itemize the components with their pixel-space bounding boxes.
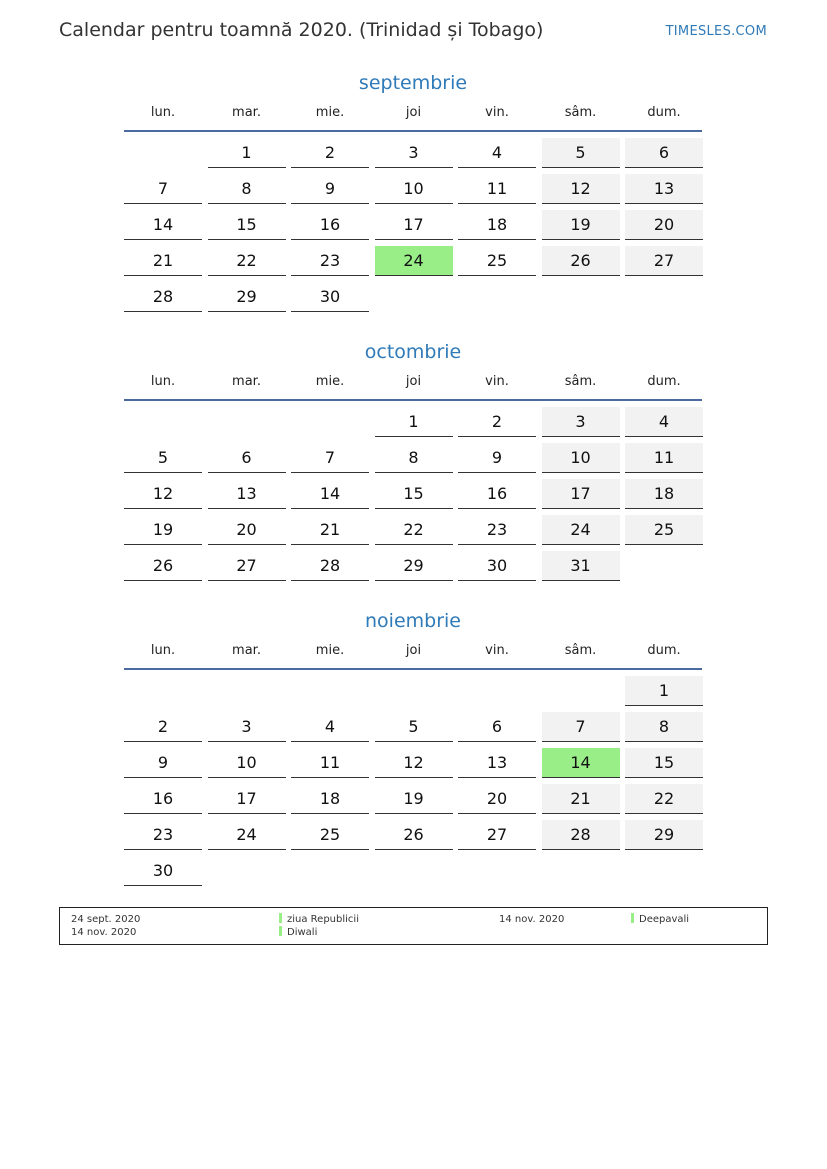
day-cell: 10	[375, 174, 453, 204]
day-cell: 25	[458, 246, 536, 276]
day-cell: 4	[458, 138, 536, 168]
day-cell: 11	[291, 748, 369, 778]
weekday-label: vin.	[485, 374, 509, 389]
legend-holiday-name: Diwali	[287, 927, 318, 938]
day-cell: 12	[375, 748, 453, 778]
day-cell: 3	[208, 712, 286, 742]
weekday-label: lun.	[150, 105, 176, 120]
day-cell: 8	[625, 712, 703, 742]
holiday-color-swatch	[631, 913, 634, 923]
site-brand-link[interactable]: TIMESLES.COM	[665, 24, 767, 39]
day-cell: 20	[625, 210, 703, 240]
day-cell: 28	[542, 820, 620, 850]
weekday-label: mar.	[232, 374, 261, 389]
day-cell: 17	[375, 210, 453, 240]
day-cell: 18	[291, 784, 369, 814]
day-cell: 7	[124, 174, 202, 204]
weekday-header	[124, 103, 702, 132]
day-cell: 21	[124, 246, 202, 276]
day-cell: 25	[291, 820, 369, 850]
month-name: noiembrie	[365, 610, 461, 632]
empty-day-cell	[208, 407, 286, 437]
weekday-label: sâm.	[564, 374, 597, 389]
days-grid	[124, 676, 702, 892]
day-cell: 12	[124, 479, 202, 509]
weekday-label: mar.	[232, 643, 261, 658]
day-cell: 9	[458, 443, 536, 473]
day-cell: 13	[458, 748, 536, 778]
weekday-label: mie.	[315, 105, 345, 120]
day-cell: 14	[291, 479, 369, 509]
day-cell: 27	[458, 820, 536, 850]
day-cell: 26	[124, 551, 202, 581]
day-cell: 29	[375, 551, 453, 581]
weekday-label: vin.	[485, 643, 509, 658]
day-cell: 31	[542, 551, 620, 581]
weekday-header	[124, 641, 702, 670]
days-grid	[124, 407, 702, 587]
day-cell: 5	[375, 712, 453, 742]
day-cell: 10	[542, 443, 620, 473]
holiday-color-swatch	[279, 913, 282, 923]
weekday-header	[124, 372, 702, 401]
holiday-color-swatch	[279, 926, 282, 936]
day-cell: 3	[542, 407, 620, 437]
day-cell: 25	[625, 515, 703, 545]
holiday-day-cell: 24	[375, 246, 453, 276]
day-cell: 3	[375, 138, 453, 168]
empty-day-cell	[458, 676, 536, 706]
day-cell: 13	[625, 174, 703, 204]
day-cell: 1	[625, 676, 703, 706]
legend-date: 14 nov. 2020	[499, 914, 565, 925]
day-cell: 19	[124, 515, 202, 545]
day-cell: 15	[625, 748, 703, 778]
day-cell: 6	[208, 443, 286, 473]
weekday-label: dum.	[647, 374, 681, 389]
day-cell: 5	[124, 443, 202, 473]
day-cell: 9	[291, 174, 369, 204]
day-cell: 28	[291, 551, 369, 581]
day-cell: 2	[124, 712, 202, 742]
legend-holiday-name: Deepavali	[639, 914, 690, 925]
holiday-legend	[59, 907, 768, 945]
weekday-label: joi	[405, 105, 422, 120]
day-cell: 13	[208, 479, 286, 509]
day-cell: 30	[291, 282, 369, 312]
day-cell: 10	[208, 748, 286, 778]
weekday-label: lun.	[150, 643, 176, 658]
days-grid	[124, 138, 702, 318]
month-name: octombrie	[364, 341, 462, 363]
legend-date: 24 sept. 2020	[71, 914, 141, 925]
day-cell: 19	[542, 210, 620, 240]
day-cell: 30	[458, 551, 536, 581]
empty-day-cell	[375, 676, 453, 706]
day-cell: 27	[625, 246, 703, 276]
day-cell: 26	[542, 246, 620, 276]
day-cell: 18	[458, 210, 536, 240]
empty-day-cell	[542, 676, 620, 706]
month-name: septembrie	[358, 72, 468, 94]
day-cell: 14	[124, 210, 202, 240]
day-cell: 24	[542, 515, 620, 545]
day-cell: 16	[124, 784, 202, 814]
empty-day-cell	[124, 407, 202, 437]
day-cell: 18	[625, 479, 703, 509]
day-cell: 16	[458, 479, 536, 509]
day-cell: 29	[208, 282, 286, 312]
day-cell: 7	[542, 712, 620, 742]
day-cell: 19	[375, 784, 453, 814]
empty-day-cell	[291, 407, 369, 437]
day-cell: 7	[291, 443, 369, 473]
weekday-label: sâm.	[564, 643, 597, 658]
month-november	[124, 609, 702, 892]
day-cell: 22	[625, 784, 703, 814]
day-cell: 15	[375, 479, 453, 509]
weekday-label: mie.	[315, 374, 345, 389]
day-cell: 11	[458, 174, 536, 204]
day-cell: 1	[375, 407, 453, 437]
day-cell: 21	[542, 784, 620, 814]
day-cell: 21	[291, 515, 369, 545]
day-cell: 4	[291, 712, 369, 742]
day-cell: 30	[124, 856, 202, 886]
day-cell: 24	[208, 820, 286, 850]
empty-day-cell	[291, 676, 369, 706]
empty-day-cell	[208, 676, 286, 706]
month-october	[124, 340, 702, 587]
day-cell: 12	[542, 174, 620, 204]
day-cell: 6	[625, 138, 703, 168]
day-cell: 20	[458, 784, 536, 814]
day-cell: 6	[458, 712, 536, 742]
day-cell: 27	[208, 551, 286, 581]
day-cell: 26	[375, 820, 453, 850]
weekday-label: sâm.	[564, 105, 597, 120]
page-title: Calendar pentru toamnă 2020. (Trinidad și Tobago)	[59, 19, 544, 41]
day-cell: 23	[458, 515, 536, 545]
weekday-label: dum.	[647, 643, 681, 658]
day-cell: 4	[625, 407, 703, 437]
day-cell: 2	[291, 138, 369, 168]
day-cell: 23	[291, 246, 369, 276]
weekday-label: mar.	[232, 105, 261, 120]
day-cell: 23	[124, 820, 202, 850]
holiday-day-cell: 14	[542, 748, 620, 778]
day-cell: 22	[375, 515, 453, 545]
empty-day-cell	[124, 138, 202, 168]
day-cell: 15	[208, 210, 286, 240]
day-cell: 20	[208, 515, 286, 545]
legend-holiday-name: ziua Republicii	[287, 914, 359, 925]
day-cell: 29	[625, 820, 703, 850]
day-cell: 28	[124, 282, 202, 312]
day-cell: 1	[208, 138, 286, 168]
day-cell: 17	[542, 479, 620, 509]
weekday-label: dum.	[647, 105, 681, 120]
day-cell: 11	[625, 443, 703, 473]
weekday-label: vin.	[485, 105, 509, 120]
day-cell: 22	[208, 246, 286, 276]
day-cell: 17	[208, 784, 286, 814]
weekday-label: lun.	[150, 374, 176, 389]
weekday-label: mie.	[315, 643, 345, 658]
day-cell: 8	[375, 443, 453, 473]
weekday-label: joi	[405, 374, 422, 389]
day-cell: 2	[458, 407, 536, 437]
weekday-label: joi	[405, 643, 422, 658]
day-cell: 16	[291, 210, 369, 240]
empty-day-cell	[124, 676, 202, 706]
day-cell: 8	[208, 174, 286, 204]
legend-date: 14 nov. 2020	[71, 927, 137, 938]
day-cell: 5	[542, 138, 620, 168]
day-cell: 9	[124, 748, 202, 778]
month-september	[124, 71, 702, 318]
